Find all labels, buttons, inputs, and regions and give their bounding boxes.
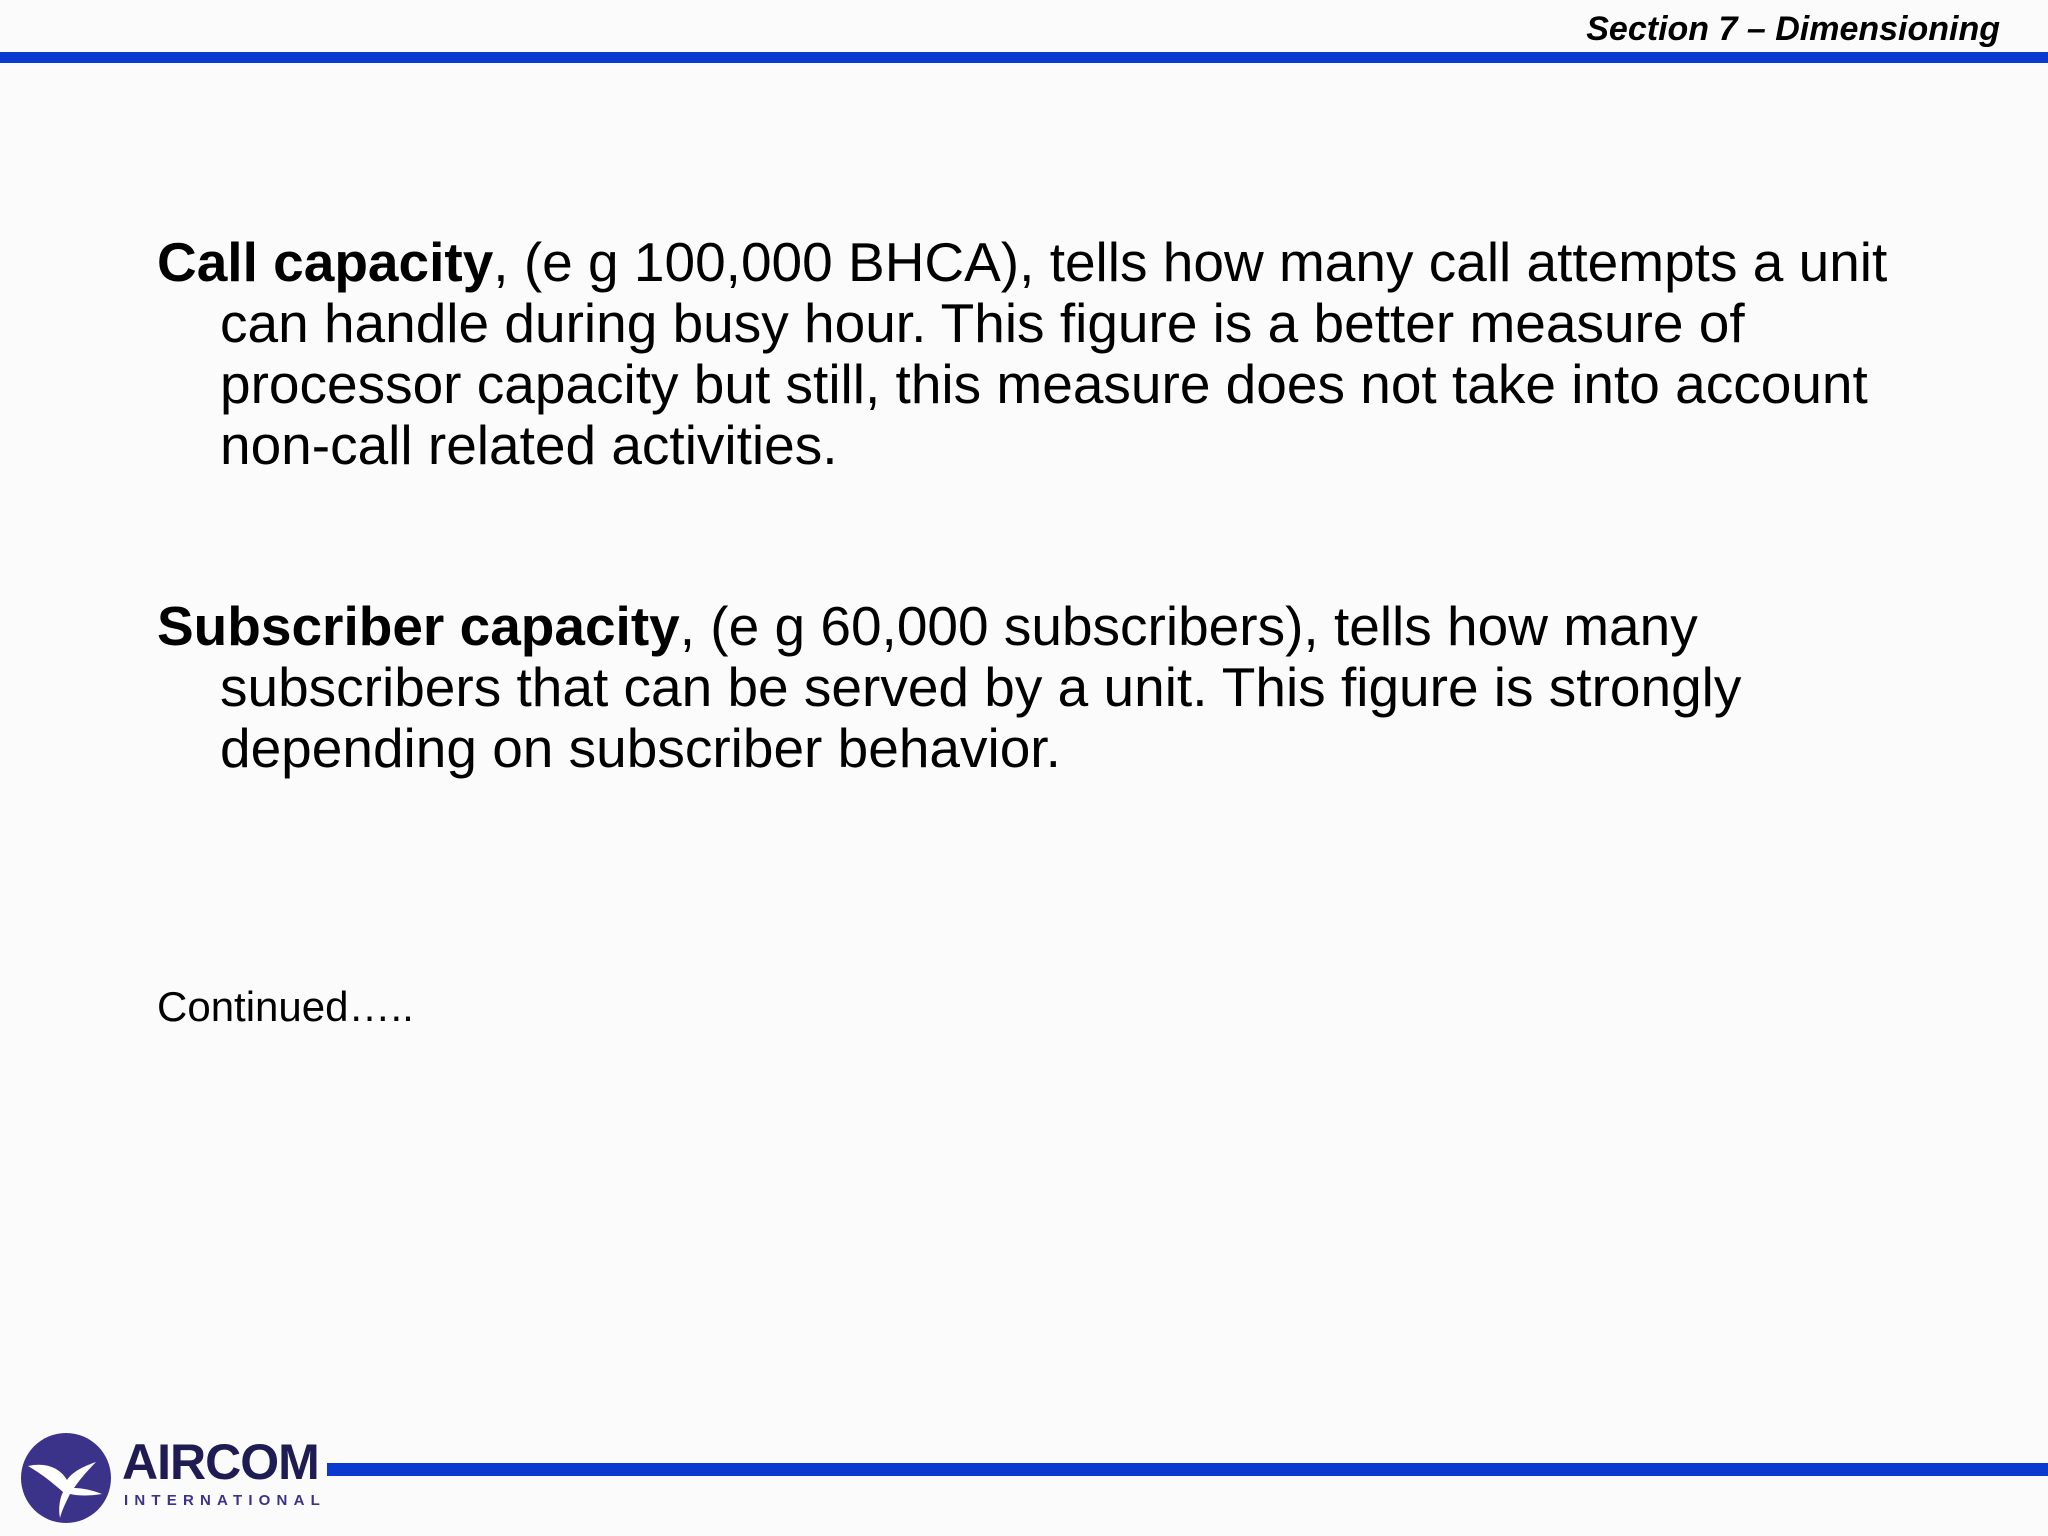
subscriber-capacity-term: Subscriber capacity	[157, 595, 680, 657]
call-capacity-term: Call capacity	[157, 231, 494, 293]
logo-name: AIRCOM	[122, 1434, 319, 1490]
logo-subtitle: INTERNATIONAL	[124, 1492, 326, 1509]
top-divider	[0, 52, 2048, 63]
continued-note: Continued…..	[157, 983, 414, 1030]
aircom-logo	[20, 1430, 326, 1526]
section-title: Section 7 – Dimensioning	[1586, 10, 2000, 48]
call-capacity-paragraph	[157, 232, 1917, 476]
call-capacity-text: , (e g 100,000 BHCA), tells how many call attempts a unit can handle during busy hour. This figure is a better measure of processor capacity but still, this measure does not take into account non-call related activities.	[220, 231, 1888, 476]
subscriber-capacity-paragraph	[157, 596, 1917, 779]
bird-icon	[20, 1432, 112, 1524]
subscriber-capacity-text: , (e g 60,000 subscribers), tells how many subscribers that can be served by a unit. This figure is strongly depending on subscriber behavior.	[220, 595, 1742, 779]
slide-body	[157, 232, 1917, 779]
bottom-divider	[327, 1463, 2048, 1476]
